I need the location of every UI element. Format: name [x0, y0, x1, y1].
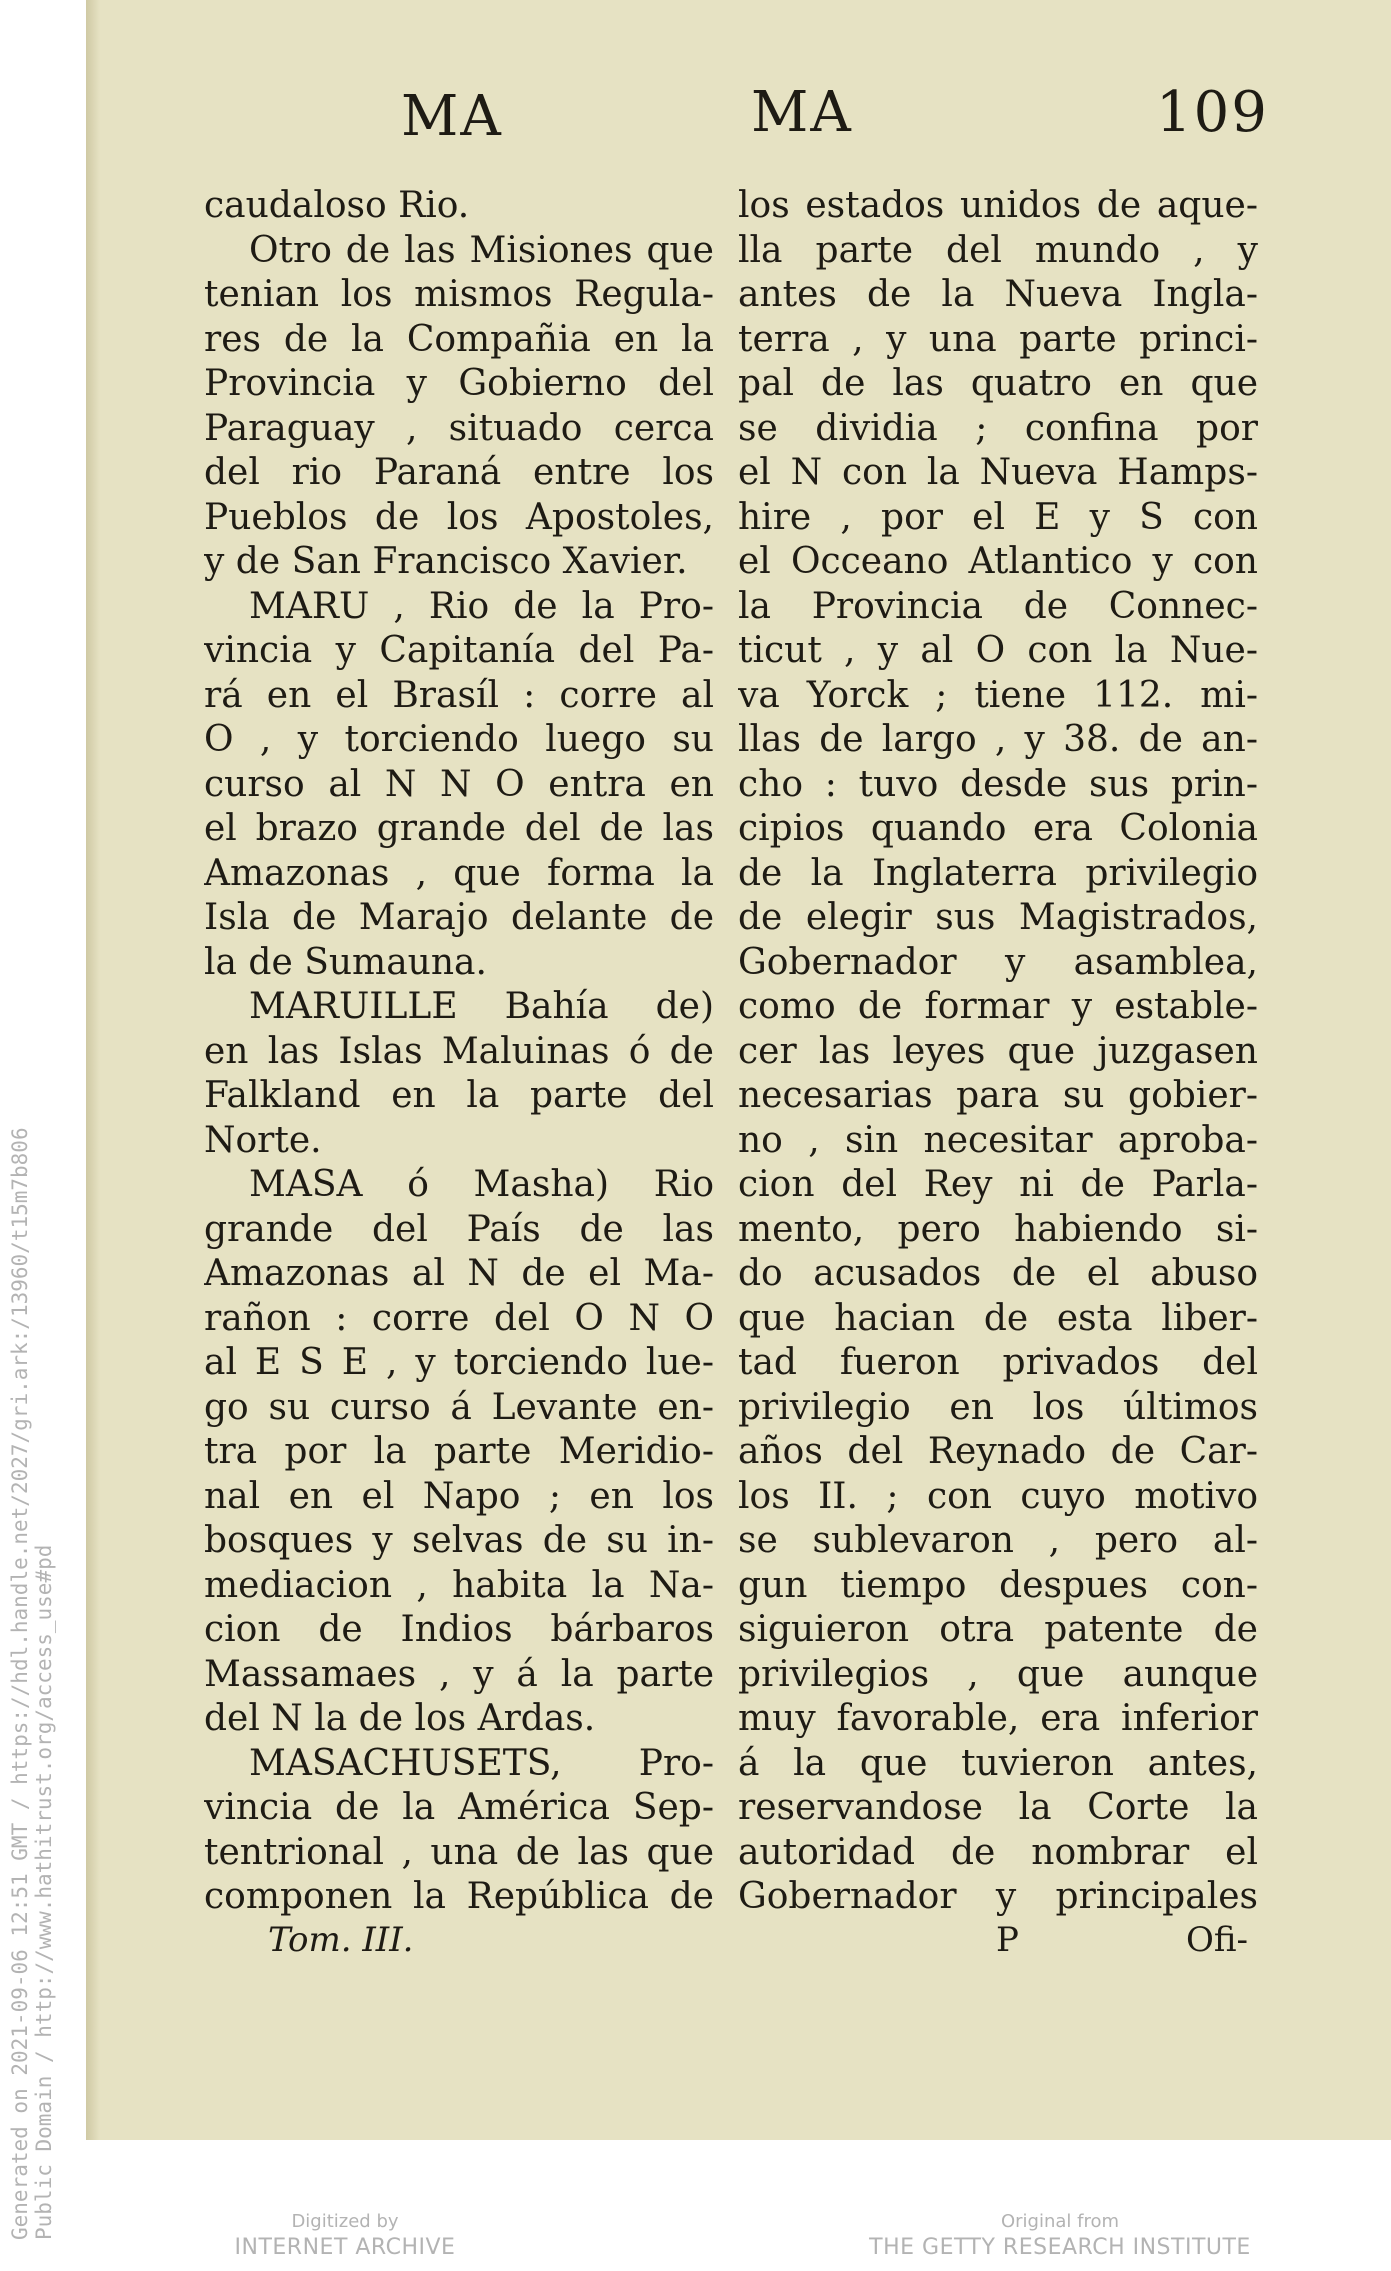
- header-left-word: MA: [401, 84, 503, 149]
- text-line: el brazo grande del de las: [204, 808, 714, 849]
- text-line: vincia de la América Sep-: [204, 1787, 714, 1828]
- text-line: grande del País de las: [204, 1208, 714, 1250]
- digitized-by-label: Digitized by: [291, 2211, 399, 2232]
- original-credit: [860, 2210, 1260, 2262]
- text-line: se dividia ; confina por: [738, 407, 1258, 449]
- text-line: rañon : corre del O N O: [204, 1297, 714, 1339]
- text-line: pal de las quatro en que: [738, 363, 1258, 404]
- text-line: el Occeano Atlantico y con: [738, 541, 1258, 582]
- scanned-page: [86, 0, 1391, 2140]
- text-line: y de San Francisco Xavier.: [204, 541, 688, 582]
- text-line: necesarias para su gobier-: [738, 1075, 1258, 1116]
- text-line: lla parte del mundo , y: [738, 229, 1258, 271]
- text-line: caudaloso Rio.: [204, 185, 470, 226]
- text-line: Paraguay , situado cerca: [204, 407, 714, 449]
- text-line: al E S E , y torciendo lue-: [204, 1342, 714, 1383]
- generation-notice-line: Generated on 2021-09-06 12:51 GMT / https://hdl.handle.net/2027/gri.ark:/13960/t15m7b806: [8, 1127, 32, 2240]
- text-line: componen la República de: [204, 1876, 714, 1917]
- text-line: no , sin necesitar aproba-: [738, 1119, 1258, 1161]
- text-line: mediacion , habita la Na-: [204, 1564, 714, 1606]
- text-line: MARUILLE Bahía de): [249, 986, 714, 1027]
- text-line: cer las leyes que juzgasen: [738, 1030, 1258, 1072]
- text-line: Amazonas , que forma la: [204, 852, 714, 894]
- text-line: cipios quando era Colonia: [738, 808, 1258, 849]
- text-line: Massamaes , y á la parte: [204, 1653, 714, 1695]
- text-line: MARU , Rio de la Pro-: [249, 585, 714, 627]
- text-line: tad fueron privados del: [738, 1342, 1258, 1383]
- text-line: MASACHUSETS, Pro-: [249, 1742, 714, 1784]
- getty-label: THE GETTY RESEARCH INSTITUTE: [869, 2235, 1251, 2260]
- text-line: Amazonas al N de el Ma-: [204, 1253, 714, 1294]
- text-line: Otro de las Misiones que: [249, 229, 714, 271]
- text-line: cion de Indios bárbaros: [204, 1609, 714, 1650]
- text-line: curso al N N O entra en: [204, 763, 714, 805]
- text-line: do acusados de el abuso: [738, 1253, 1258, 1294]
- generation-notice: [8, 1127, 56, 2240]
- catchword: Ofi-: [1186, 1920, 1249, 1960]
- text-line: se sublevaron , pero al-: [738, 1520, 1258, 1561]
- text-line: Gobernador y asamblea,: [738, 941, 1258, 983]
- text-line: Provincia y Gobierno del: [204, 363, 714, 404]
- text-line: antes de la Nueva Ingla-: [738, 274, 1258, 315]
- original-from-label: Original from: [1000, 2211, 1120, 2232]
- right-text-column: [738, 184, 1258, 1920]
- text-line: del N la de los Ardas.: [204, 1698, 596, 1739]
- text-line: los II. ; con cuyo motivo: [738, 1475, 1258, 1517]
- text-line: tra por la parte Meridio-: [204, 1431, 714, 1472]
- text-line: res de la Compañia en la: [204, 318, 714, 360]
- digitized-credit: [145, 2210, 545, 2262]
- text-line: nal en el Napo ; en los: [204, 1475, 714, 1517]
- text-line: de elegir sus Magistrados,: [738, 897, 1258, 938]
- text-line: Pueblos de los Apostoles,: [204, 496, 714, 538]
- text-line: privilegios , que aunque: [738, 1653, 1258, 1695]
- text-line: Norte.: [204, 1119, 322, 1161]
- text-line: gun tiempo despues con-: [738, 1564, 1258, 1606]
- text-line: de la Inglaterra privilegio: [738, 852, 1258, 894]
- text-line: como de formar y estable-: [738, 986, 1258, 1027]
- text-line: tenian los mismos Regula-: [204, 274, 714, 315]
- header-right-word: MA: [751, 80, 853, 145]
- text-line: siguieron otra patente de: [738, 1609, 1258, 1650]
- text-line: autoridad de nombrar el: [738, 1831, 1258, 1873]
- text-line: la de Sumauna.: [204, 941, 487, 983]
- text-line: va Yorck ; tiene 112. mi-: [738, 674, 1258, 716]
- text-line: á la que tuvieron antes,: [738, 1742, 1258, 1784]
- text-line: en las Islas Maluinas ó de: [204, 1030, 714, 1072]
- text-line: privilegio en los últimos: [738, 1386, 1258, 1428]
- left-text-column: [204, 184, 714, 1920]
- internet-archive-label: INTERNET ARCHIVE: [234, 2235, 456, 2260]
- text-line: la Provincia de Connec-: [738, 585, 1258, 627]
- text-line: hire , por el E y S con: [738, 496, 1258, 538]
- text-line: muy favorable, era inferior: [738, 1698, 1258, 1739]
- text-line: Isla de Marajo delante de: [204, 897, 714, 938]
- text-line: que hacian de esta liber-: [738, 1297, 1258, 1339]
- text-line: cho : tuvo desde sus prin-: [738, 763, 1258, 805]
- text-line: cion del Rey ni de Parla-: [738, 1164, 1258, 1205]
- text-line: Falkland en la parte del: [204, 1075, 714, 1116]
- text-line: Gobernador y principales: [738, 1876, 1258, 1917]
- text-line: MASA ó Masha) Rio: [249, 1164, 714, 1205]
- text-line: rá en el Brasíl : corre al: [204, 674, 714, 716]
- signature-mark: P: [996, 1920, 1019, 1960]
- volume-mark: Tom. III.: [268, 1920, 414, 1960]
- text-line: terra , y una parte princi-: [738, 318, 1258, 360]
- text-line: el N con la Nueva Hamps-: [738, 452, 1258, 493]
- text-line: go su curso á Levante en-: [204, 1386, 714, 1428]
- text-line: vincia y Capitanía del Pa-: [204, 630, 714, 671]
- text-line: llas de largo , y 38. de an-: [738, 719, 1258, 760]
- page-number: 109: [1156, 80, 1269, 145]
- text-line: reservandose la Corte la: [738, 1787, 1258, 1828]
- text-line: O , y torciendo luego su: [204, 719, 714, 760]
- text-line: del rio Paraná entre los: [204, 452, 714, 493]
- text-line: los estados unidos de aque-: [738, 185, 1258, 226]
- text-line: mento, pero habiendo si-: [738, 1208, 1258, 1250]
- text-line: bosques y selvas de su in-: [204, 1520, 714, 1561]
- text-line: años del Reynado de Car-: [738, 1431, 1258, 1472]
- license-notice-line: Public Domain / http://www.hathitrust.org/access_use#pd: [32, 1544, 56, 2240]
- text-line: ticut , y al O con la Nue-: [738, 630, 1258, 671]
- text-line: tentrional , una de las que: [204, 1831, 714, 1873]
